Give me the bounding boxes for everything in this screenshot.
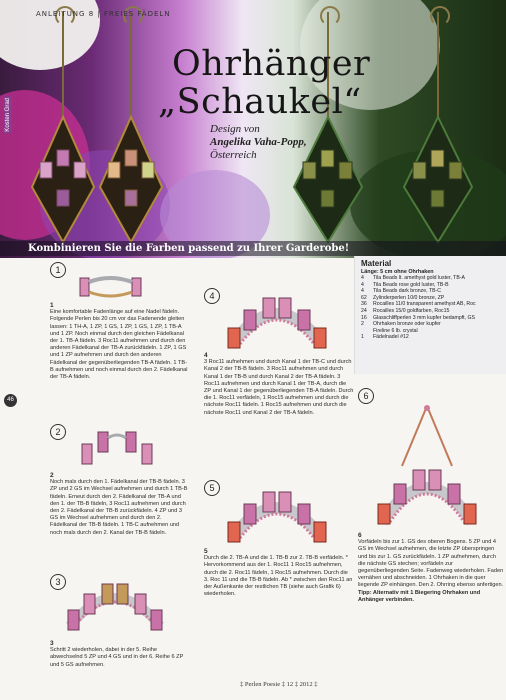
step-6-number: 6 [358, 532, 362, 539]
material-item [355, 321, 506, 328]
step-4-diagram [222, 288, 332, 350]
step-3-text: Schritt 2 wiederholen, dabei in der 5. Reihe abwechselnd 5 ZP und 4 GS und in der 6. Reihe 6 ZP und 5 GS aufnehmen. [50, 647, 184, 668]
material-text: Glasschliffperlen 3 mm kupfer bedampft, GS [373, 314, 475, 321]
material-heading: Material [361, 259, 392, 268]
step-4-number: 4 [204, 352, 208, 359]
header-photo [0, 0, 506, 258]
earring-gold [96, 12, 166, 247]
material-text: Fädelnadel #12 [373, 334, 409, 341]
material-item [355, 328, 506, 335]
step-6-block [358, 532, 504, 604]
material-text: Zylinderperlen 10/0 bronze, ZP [373, 294, 445, 301]
step-2-badge: 2 [50, 424, 66, 440]
material-length: Länge: 5 cm ohne Ohrhaken [361, 269, 434, 275]
tip-text: Tipp: Alternativ mit 1 Biegering Ohrhaken und Anhänger verbinden. [358, 589, 481, 603]
material-text: Tila Beads dark bronze, TB-C [373, 288, 442, 295]
step-5-text: Durch die 2. TB-A und die 1. TB-B zur 2. TB-B verfädeln. * Hervorkommend aus der 1. Roc11 1 Roc15 aufnehmen, durch die 2. Roc11 fädeln, 1 Roc15 aufnehmen. Durch die 3. Roc 11 und die TB-B fädeln. Ab * zwischen den Roc11 an der Außenkante der restlichen TB (siehe auch Grafik 6) wiederholen. [204, 555, 353, 598]
material-qty: 16 [361, 314, 367, 321]
material-text: Fireline 6 lb. crystal [373, 327, 418, 334]
step-5-block [204, 548, 354, 598]
title-line-2: „Schaukel“ [158, 82, 362, 122]
earring-purple [28, 12, 98, 247]
step-5-badge: 5 [204, 480, 220, 496]
material-qty: 36 [361, 301, 367, 308]
material-item [355, 295, 506, 302]
step-6-diagram [372, 404, 482, 530]
step-3-block [50, 640, 190, 669]
material-item [355, 334, 506, 341]
material-text: Rocailles 11/0 transparent amethyst AB, Roc [373, 301, 476, 308]
step-2-block [50, 472, 190, 537]
earring-shape [400, 12, 476, 247]
step-1-badge: 1 [50, 262, 66, 278]
step-1-block [50, 302, 190, 381]
step-2-number: 2 [50, 472, 54, 479]
designer-country: Österreich [210, 149, 257, 161]
step-5-number: 5 [204, 548, 208, 555]
title-line-1: Ohrhänger [172, 44, 371, 84]
footer: ‡ Perlen Poesie ‡ 12 ‡ 2012 ‡ [240, 681, 318, 688]
step-4-text: 3 Roc11 aufnehmen und durch Kanal 1 der TB-C und durch Kanal 2 der TB-B fädeln. 3 Roc11 aufnehmen und durch Kanal 1 der TB-B und durch Kanal 2 der TB-A fädeln. 3 Roc11 aufnehmen und durch Kanal 1 der TB-A, durch die ZP und Kanal 1 der gegenüberliegenden TB-A fädeln. Durch die 1. Roc11 verfädeln, 1 Roc15 aufnehmen und durch die nächste Roc11 fädeln. 1 Roc15 aufnehmen und durch die nächste Roc11 und Kanal 2 der TB-A fädeln. [204, 359, 354, 416]
material-list [355, 275, 506, 341]
step-6-badge: 6 [358, 388, 374, 404]
step-2-text: Noch mals durch den 1. Fädelkanal der TB-B fädeln. 3 ZP und 2 GS im Wechsel aufnehmen und durch 1 TB-B fädeln. Erneut durch den 2. Fädelkanal der TB-A und den 1. der TB-B fädeln, 3 Roc11 aufnehmen und durch den 2. Fädelkanal der TB-B zurückfädeln. 4 ZP und 3 GS im Wechsel aufnehmen und durch den 2. Fädelkanal der TB-B fädeln. 1 TB-C aufnehmen und noch mals durch den 2. Kanal der TB-B fädeln. [50, 479, 188, 536]
earring-shape [28, 12, 98, 247]
step-1-number: 1 [50, 302, 54, 309]
material-qty: 4 [361, 288, 364, 295]
material-qty: 2 [361, 321, 364, 328]
difficulty-label: Kosten Grad [5, 98, 11, 132]
section-label: ANLEITUNG 8 | FREIES FÄDELN [36, 10, 171, 18]
step-1-diagram [60, 272, 170, 302]
material-item [355, 301, 506, 308]
material-qty: 4 [361, 281, 364, 288]
material-box [354, 256, 506, 374]
material-text: Ohrhaken bronze oder kupfer [373, 321, 441, 328]
material-qty: 24 [361, 307, 367, 314]
designer-credit [210, 123, 307, 162]
step-3-badge: 3 [50, 574, 66, 590]
earring-shape [96, 12, 166, 247]
material-qty [361, 328, 373, 335]
step-3-number: 3 [50, 640, 54, 647]
material-qty: 1 [361, 334, 364, 341]
step-1-text: Eine komfortable Fadenlänge auf eine Nadel fädeln. Folgende Perlen bis 20 cm vor das Fadenende gleiten lassen: 1 TH-A, 1 ZP, 1 GS, 1 ZP, 1 GS, 1 ZP, 1 TB-A und 1 ZP. Noch einmal durch den gleichen Fädelkanal der 1. TB-A fädeln. 3 Roc11 aufnehmen und durch den anderen Fädelkanal der TB-A zurückfädeln. 1 ZP, 1 GS und 1 ZP aufnehmen und durch den anderen Fädelkanal der gegenüberliegenden TB-A fädeln. 1 TB-B aufnehmen und noch einmal durch den 2. Fädelkanal der TB-A fädeln. [50, 309, 188, 381]
material-item [355, 315, 506, 322]
step-4-badge: 4 [204, 288, 220, 304]
material-text: Tila Beads lt. amethyst gold luster, TB-A [373, 275, 465, 281]
material-text: Tila Beads rose gold luster, TB-B [373, 281, 449, 288]
designer-name: Angelika Vaha-Popp, [210, 136, 307, 148]
material-qty: 4 [361, 275, 364, 281]
material-item [355, 282, 506, 289]
step-6-badge-wrap [358, 388, 498, 404]
step-5-diagram [222, 482, 332, 544]
material-item [355, 275, 506, 282]
step-4-block [204, 352, 354, 417]
earring-green [400, 12, 476, 247]
step-3-diagram [60, 574, 170, 634]
design-by: Design von [210, 123, 260, 135]
material-qty: 62 [361, 294, 367, 301]
tagline: Kombinieren Sie die Farben passend zu Ihrer Garderobe! [0, 241, 506, 256]
step-2-diagram [60, 428, 170, 472]
material-item [355, 288, 506, 295]
material-item [355, 308, 506, 315]
material-text: Rocailles 15/0 goldfarben, Roc15 [373, 307, 450, 314]
page-number: 46 [4, 394, 17, 407]
step-6-text: Vorfädeln bis zur 1. GS des oberen Bogens. 5 ZP und 4 GS im Wechsel aufnehmen, die letzte ZP überspringen und bis zur 1. GS zurückfädeln. 1 ZP aufnehmen, durch die nächste GS stechen; vorfädeln zur gegenüberliegenden Seite. Fadenweg wiederholen. Faden vernähen und abschneiden. 1 Ohrhaken in die quer liegende ZP einhängen. Den 2. Ohrring ebenso anfertigen. [358, 539, 504, 589]
